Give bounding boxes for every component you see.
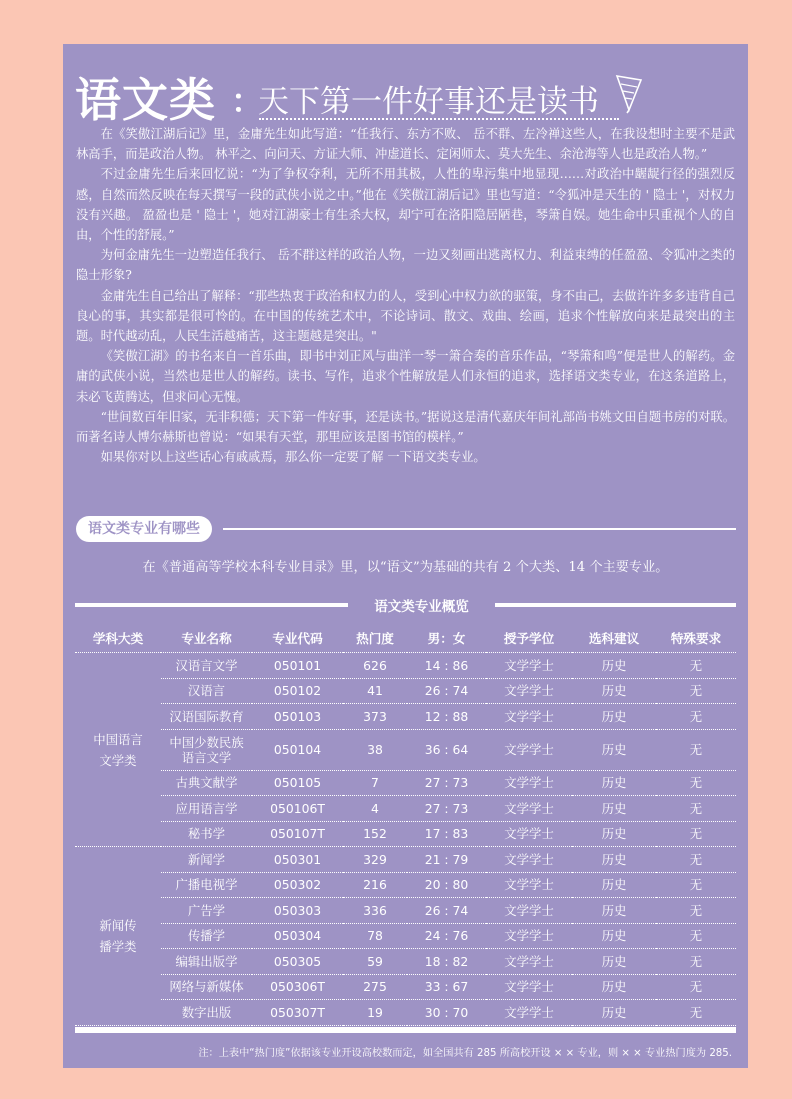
major-name-line: 广告学 (187, 902, 226, 918)
paragraph: 在《笑傲江湖后记》里，金庸先生如此写道：“任我行、东方不败、 岳不群、左冷禅这些人，在我设想时主要不是武林高手，而是政治人物。 林平之、向问天、方证大师、冲虚道长、定闲师太、莫大先生、余沧海等人也是政治人物。” (76, 127, 735, 162)
paragraph: 金庸先生自己给出了解释：“那些热衷于政治和权力的人，受到心中权力欲的驱策，身不由己，去做许许多多违背自己良心的事，其实都是很可怜的。在中国的传统艺术中，不论诗词、散文、戏曲、绘画，追求个性解放向来是最突出的主题。时代越动乱，人民生活越痛苦，这主题越是突出。" (76, 288, 735, 344)
gender-ratio-cell: 27 : 73 (407, 796, 486, 822)
gender-ratio-cell: 18 : 82 (407, 949, 486, 975)
subject-cell: 历史 (572, 821, 656, 847)
table-row (75, 678, 736, 704)
major-name-cell (161, 653, 252, 679)
gender-ratio-cell: 12 : 88 (407, 704, 486, 730)
category-cell (75, 847, 161, 1026)
heat-cell: 626 (343, 653, 407, 679)
major-name-line: 应用语言学 (175, 800, 238, 816)
table-row (75, 872, 736, 898)
requirement-cell: 无 (656, 847, 736, 873)
gender-ratio-cell: 17 : 83 (407, 821, 486, 847)
majors-table (75, 622, 736, 1026)
major-code-cell: 050303 (252, 898, 343, 924)
gender-ratio-cell: 14 : 86 (407, 653, 486, 679)
major-name-line: 汉语言 (187, 683, 226, 699)
subject-cell: 历史 (572, 796, 656, 822)
subject-cell: 历史 (572, 729, 656, 770)
degree-cell: 文学学士 (486, 770, 572, 796)
table-row (75, 729, 736, 770)
major-code-cell: 050106T (252, 796, 343, 822)
major-code-cell: 050307T (252, 1000, 343, 1026)
major-name-line: 数字出版 (181, 1004, 232, 1020)
section-heading: 语文类专业有哪些 (76, 516, 212, 542)
heat-cell: 59 (343, 949, 407, 975)
major-name-cell (161, 1000, 252, 1026)
paragraph: 为何金庸先生一边塑造任我行、 岳不群这样的政治人物，一边又刻画出逃离权力、利益束缚的任盈盈、令狐冲之类的隐士形象? (76, 248, 735, 283)
heat-cell: 152 (343, 821, 407, 847)
subject-cell: 历史 (572, 872, 656, 898)
major-name-line: 古典文献学 (175, 775, 238, 791)
table-row (75, 898, 736, 924)
paragraph: 如果你对以上这些话心有戚戚焉，那么你一定要了解 一下语文类专业。 (100, 450, 486, 465)
major-name-cell (161, 770, 252, 796)
table-title-rule-left (75, 603, 348, 607)
gender-ratio-cell: 26 : 74 (407, 678, 486, 704)
degree-cell: 文学学士 (486, 898, 572, 924)
major-code-cell: 050107T (252, 821, 343, 847)
heat-cell: 7 (343, 770, 407, 796)
column-header: 选科建议 (572, 622, 656, 653)
major-code-cell: 050305 (252, 949, 343, 975)
requirement-cell: 无 (656, 770, 736, 796)
column-header: 热门度 (343, 622, 407, 653)
column-header: 特殊要求 (656, 622, 736, 653)
subject-cell: 历史 (572, 923, 656, 949)
heat-cell: 4 (343, 796, 407, 822)
column-header: 男：女 (407, 622, 486, 653)
category-line: 播学类 (99, 938, 137, 954)
degree-cell: 文学学士 (486, 821, 572, 847)
tagline: 天下第一件好事还是读书 (258, 84, 599, 120)
major-name-cell (161, 974, 252, 1000)
table-row (75, 821, 736, 847)
major-name-cell (161, 923, 252, 949)
major-name-line: 广播电视学 (175, 877, 238, 893)
major-code-cell: 050304 (252, 923, 343, 949)
major-name-cell (161, 729, 252, 770)
requirement-cell: 无 (656, 704, 736, 730)
gender-ratio-cell: 30 : 70 (407, 1000, 486, 1026)
subject-cell: 历史 (572, 653, 656, 679)
gender-ratio-cell: 33 : 67 (407, 974, 486, 1000)
table-row (75, 704, 736, 730)
table-title-rule-right (495, 603, 736, 607)
degree-cell: 文学学士 (486, 872, 572, 898)
major-name-line: 秘书学 (187, 826, 226, 842)
gender-ratio-cell: 20 : 80 (407, 872, 486, 898)
gender-ratio-cell: 36 : 64 (407, 729, 486, 770)
major-name-cell (161, 898, 252, 924)
major-code-cell: 050101 (252, 653, 343, 679)
degree-cell: 文学学士 (486, 1000, 572, 1026)
requirement-cell: 无 (656, 949, 736, 975)
major-name-line: 中国少数民族 (169, 734, 244, 750)
column-header: 学科大类 (75, 622, 161, 653)
subject-cell: 历史 (572, 974, 656, 1000)
table-header-row (75, 622, 736, 653)
header-dotted-rule (259, 118, 619, 120)
requirement-cell: 无 (656, 872, 736, 898)
requirement-cell: 无 (656, 653, 736, 679)
category-line: 中国语言 (93, 731, 143, 747)
column-header: 专业代码 (252, 622, 343, 653)
table-body (75, 653, 736, 1026)
major-name-cell (161, 872, 252, 898)
gender-ratio-cell: 26 : 74 (407, 898, 486, 924)
degree-cell: 文学学士 (486, 923, 572, 949)
gender-ratio-cell: 27 : 73 (407, 770, 486, 796)
major-code-cell: 050306T (252, 974, 343, 1000)
category-line: 新闻传 (99, 917, 137, 933)
major-name-line: 传播学 (187, 928, 226, 944)
table-row (75, 653, 736, 679)
major-name-line: 新闻学 (187, 851, 226, 867)
major-code-cell: 050105 (252, 770, 343, 796)
article-card (63, 44, 748, 1068)
section-intro: 在《普通高等学校本科专业目录》里，以“语文”为基础的共有 2 个大类、14 个主要专业。 (142, 560, 669, 575)
major-name-cell (161, 678, 252, 704)
requirement-cell: 无 (656, 796, 736, 822)
subject-cell: 历史 (572, 678, 656, 704)
subject-cell: 历史 (572, 898, 656, 924)
degree-cell: 文学学士 (486, 678, 572, 704)
major-name-cell (161, 949, 252, 975)
table-bottom-rule (75, 1027, 736, 1033)
heat-cell: 41 (343, 678, 407, 704)
degree-cell: 文学学士 (486, 729, 572, 770)
table-row (75, 974, 736, 1000)
requirement-cell: 无 (656, 898, 736, 924)
requirement-cell: 无 (656, 923, 736, 949)
major-name-cell (161, 821, 252, 847)
gender-ratio-cell: 21 : 79 (407, 847, 486, 873)
requirement-cell: 无 (656, 678, 736, 704)
major-name-line: 语言文学 (181, 749, 232, 765)
degree-cell: 文学学士 (486, 974, 572, 1000)
heat-cell: 38 (343, 729, 407, 770)
requirement-cell: 无 (656, 729, 736, 770)
major-code-cell: 050102 (252, 678, 343, 704)
major-code-cell: 050103 (252, 704, 343, 730)
heat-cell: 336 (343, 898, 407, 924)
column-header: 授予学位 (486, 622, 572, 653)
requirement-cell: 无 (656, 1000, 736, 1026)
requirement-cell: 无 (656, 974, 736, 1000)
table-row (75, 847, 736, 873)
table-title: 语文类专业概览 (374, 599, 469, 615)
major-name-line: 编辑出版学 (175, 953, 238, 969)
requirement-cell: 无 (656, 821, 736, 847)
heat-cell: 329 (343, 847, 407, 873)
subject-cell: 历史 (572, 847, 656, 873)
subject-cell: 历史 (572, 770, 656, 796)
major-code-cell: 050302 (252, 872, 343, 898)
table-footnote: 注：上表中“热门度”依据该专业开设高校数而定，如全国共有 285 所高校开设 × × 专业，则 × × 专业热门度为 285. (198, 1048, 732, 1059)
major-name-cell (161, 704, 252, 730)
pen-icon (611, 72, 647, 114)
table-row (75, 1000, 736, 1026)
subject-cell: 历史 (572, 949, 656, 975)
category-line: 文学类 (99, 752, 137, 768)
major-name-line: 网络与新媒体 (169, 979, 244, 995)
major-code-cell: 050301 (252, 847, 343, 873)
major-name-cell (161, 847, 252, 873)
paragraph: “世间数百年旧家，无非积德；天下第一件好事，还是读书。”据说这是清代嘉庆年间礼部尚书姚文田自题书房的对联。而著名诗人博尔赫斯也曾说：“如果有天堂，那里应该是图书馆的模样。” (76, 409, 735, 445)
table-row (75, 923, 736, 949)
category-cell (75, 653, 161, 847)
paragraph: 不过金庸先生后来回忆说：“为了争权夺利，无所不用其极，人性的卑污集中地显现……对政治中龌龊行径的强烈反感，自然而然反映在每天撰写一段的武侠小说之中。”他在《笑傲江湖后记》里也写道：“令狐冲是天生的 ' 隐士 '，对权力没有兴趣。 盈盈也是 ' 隐士 '，她对江湖豪士有生杀大权，却宁可在洛阳隐居陋巷，琴箫自娱。她生命中只重视个人的自由，个性的舒展。” (76, 167, 735, 243)
subject-cell: 历史 (572, 1000, 656, 1026)
title-colon: ： (231, 82, 264, 120)
heat-cell: 275 (343, 974, 407, 1000)
subject-cell: 历史 (572, 704, 656, 730)
degree-cell: 文学学士 (486, 653, 572, 679)
heat-cell: 78 (343, 923, 407, 949)
major-code-cell: 050104 (252, 729, 343, 770)
article-body (76, 124, 735, 467)
major-name-cell (161, 796, 252, 822)
heat-cell: 373 (343, 704, 407, 730)
table-row (75, 796, 736, 822)
degree-cell: 文学学士 (486, 796, 572, 822)
degree-cell: 文学学士 (486, 949, 572, 975)
column-header: 专业名称 (161, 622, 252, 653)
degree-cell: 文学学士 (486, 704, 572, 730)
major-name-line: 汉语言文学 (175, 657, 238, 673)
heat-cell: 216 (343, 872, 407, 898)
gender-ratio-cell: 24 : 76 (407, 923, 486, 949)
category-title: 语文类 (75, 73, 216, 127)
degree-cell: 文学学士 (486, 847, 572, 873)
heat-cell: 19 (343, 1000, 407, 1026)
paragraph: 《笑傲江湖》的书名来自一首乐曲，即书中刘正风与曲洋一琴一箫合奏的音乐作品，“琴箫和鸣”便是世人的解药。金庸的武侠小说，当然也是世人的解药。读书、写作，追求个性解放是人们永恒的追求，选择语文类专业，在这条道路上，未必飞黄腾达，但求问心无愧。 (76, 349, 735, 404)
table-row (75, 949, 736, 975)
section-heading-rule (223, 528, 736, 530)
major-name-line: 汉语国际教育 (169, 708, 244, 724)
table-row (75, 770, 736, 796)
